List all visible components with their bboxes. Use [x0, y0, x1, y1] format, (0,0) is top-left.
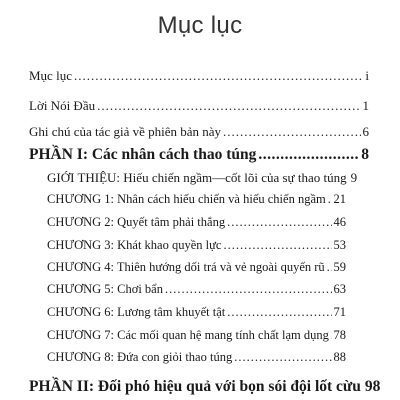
- toc-entry-label: CHƯƠNG 7: Các mối quan hệ mang tính chất lạm dụng: [47, 328, 329, 342]
- toc-entry-label: CHƯƠNG 6: Lương tâm khuyết tật: [47, 305, 226, 319]
- leader-dots: [227, 304, 331, 320]
- toc-entry-chuong-8[interactable]: [47, 349, 346, 365]
- toc-entry-chuong-5[interactable]: [47, 281, 346, 297]
- toc-page-number: 78: [333, 328, 346, 342]
- toc-entry-chuong-1[interactable]: [47, 191, 346, 207]
- leader-dots: [327, 259, 332, 275]
- toc-entry-ghi-chu[interactable]: [29, 124, 369, 140]
- toc-page-number: 8: [361, 146, 369, 163]
- leader-dots: [97, 98, 360, 114]
- toc-page-number: 6: [362, 124, 369, 139]
- toc-entry-label: GIỚI THIỆU: Hiếu chiến ngầm—cốt lõi của sự thao túng: [47, 170, 347, 185]
- toc-entry-gioi-thieu[interactable]: [47, 170, 358, 186]
- toc-page-number: 53: [333, 238, 346, 252]
- leader-dots: [328, 191, 332, 207]
- toc-entry-label: CHƯƠNG 3: Khát khao quyền lực: [47, 238, 222, 252]
- toc-entry-label: Lời Nói Đầu: [29, 98, 96, 113]
- leader-dots: [74, 68, 363, 84]
- toc-page-number: 63: [333, 282, 346, 296]
- leader-dots: [223, 237, 331, 253]
- toc-part-1[interactable]: [29, 146, 369, 164]
- toc-page-number: 1: [362, 98, 369, 113]
- toc-part-2[interactable]: [29, 378, 381, 396]
- toc-part-label: PHẦN I: Các nhân cách thao túng: [29, 146, 257, 163]
- toc-entry-chuong-4[interactable]: [47, 259, 346, 275]
- toc-entry-label: CHƯƠNG 2: Quyết tâm phải thắng: [47, 215, 226, 229]
- toc-page-number: 71: [333, 305, 346, 319]
- toc-page-number: 88: [333, 350, 346, 364]
- toc-entry-chuong-7[interactable]: [47, 327, 346, 343]
- toc-page-number: 21: [333, 192, 346, 206]
- toc-page-number: 46: [333, 215, 346, 229]
- toc-entry-label: CHƯƠNG 5: Chơi bẩn: [47, 282, 163, 296]
- toc-part-label: PHẦN II: Đối phó hiệu quả với bọn sói đội lốt cừu: [29, 378, 361, 395]
- toc-entry-chuong-6[interactable]: [47, 304, 346, 320]
- leader-dots: [165, 281, 332, 297]
- page-title: Mục lục: [157, 12, 243, 39]
- leader-dots: [234, 349, 331, 365]
- toc-entry-loi-noi-dau[interactable]: [29, 98, 369, 114]
- toc-entry-muc-luc[interactable]: [29, 68, 369, 84]
- leader-dots: [223, 124, 360, 140]
- toc-entry-chuong-2[interactable]: [47, 214, 346, 230]
- toc-page-number: 9: [350, 170, 358, 185]
- toc-page-number: i: [365, 68, 369, 83]
- toc-entry-label: Mục lục: [29, 68, 72, 83]
- toc-entry-label: CHƯƠNG 8: Đứa con giỏi thao túng: [47, 350, 233, 364]
- toc-page-number: 59: [333, 260, 346, 274]
- leader-dots: [227, 214, 331, 230]
- toc-entry-label: CHƯƠNG 4: Thiên hướng dối trá và vẻ ngoài quyến rũ: [47, 260, 325, 274]
- toc-entry-chuong-3[interactable]: [47, 237, 346, 253]
- leader-dots: [331, 327, 332, 343]
- leader-dots: [258, 146, 359, 164]
- toc-entry-label: Ghi chú của tác giả về phiên bản này: [29, 124, 222, 139]
- toc-page-number: 98: [364, 378, 381, 395]
- toc-entry-label: CHƯƠNG 1: Nhân cách hiếu chiến và hiếu chiến ngầm: [47, 192, 326, 206]
